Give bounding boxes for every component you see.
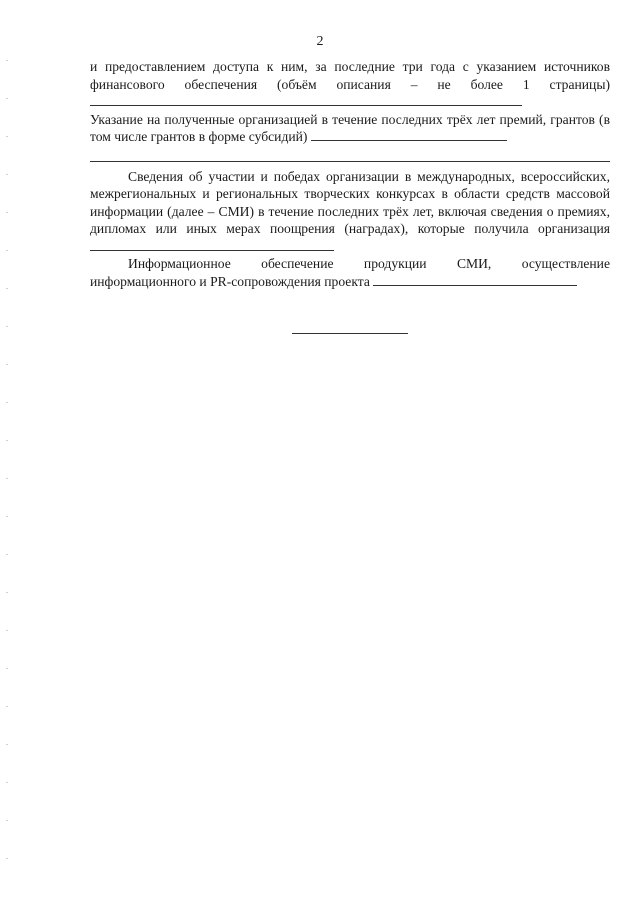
paragraph-funding-sources [90, 58, 610, 111]
fill-in-blank[interactable] [90, 238, 334, 251]
fill-in-blank[interactable] [90, 93, 522, 106]
paragraph-pr-support [90, 255, 610, 290]
paragraph-grants [90, 111, 610, 146]
document-body [90, 58, 610, 290]
paragraph-funding-sources-text: и предоставлением доступа к ним, за последние три года с указанием источников финансового обеспечения (объём описания – не более 1 страницы) [90, 59, 610, 92]
paragraph-grants-text: Указание на полученные организацией в течение последних трёх лет премий, грантов (в том числе грантов в форме субсидий) [90, 111, 610, 144]
fill-in-blank[interactable] [311, 128, 507, 141]
paragraph-contests-text: Сведения об участии и победах организации в международных, всероссийских, межрегиональных и региональных творческих конкурсах в области средств массовой информации (далее – СМИ) в течение последних трёх лет, включая сведения о премиях, дипломах или иных мерах поощрения (наградах), которые получила организация [90, 168, 610, 236]
paragraph-pr-support-text: Информационное обеспечение продукции СМИ, осуществление информационного и PR-сопровождения проекта [90, 256, 610, 289]
page-number: 2 [316, 34, 324, 49]
scan-margin-dots [6, 60, 8, 880]
paragraph-contests [90, 168, 610, 256]
fill-in-line[interactable] [90, 146, 610, 162]
fill-in-blank[interactable] [373, 273, 577, 286]
closing-rule [292, 333, 408, 334]
